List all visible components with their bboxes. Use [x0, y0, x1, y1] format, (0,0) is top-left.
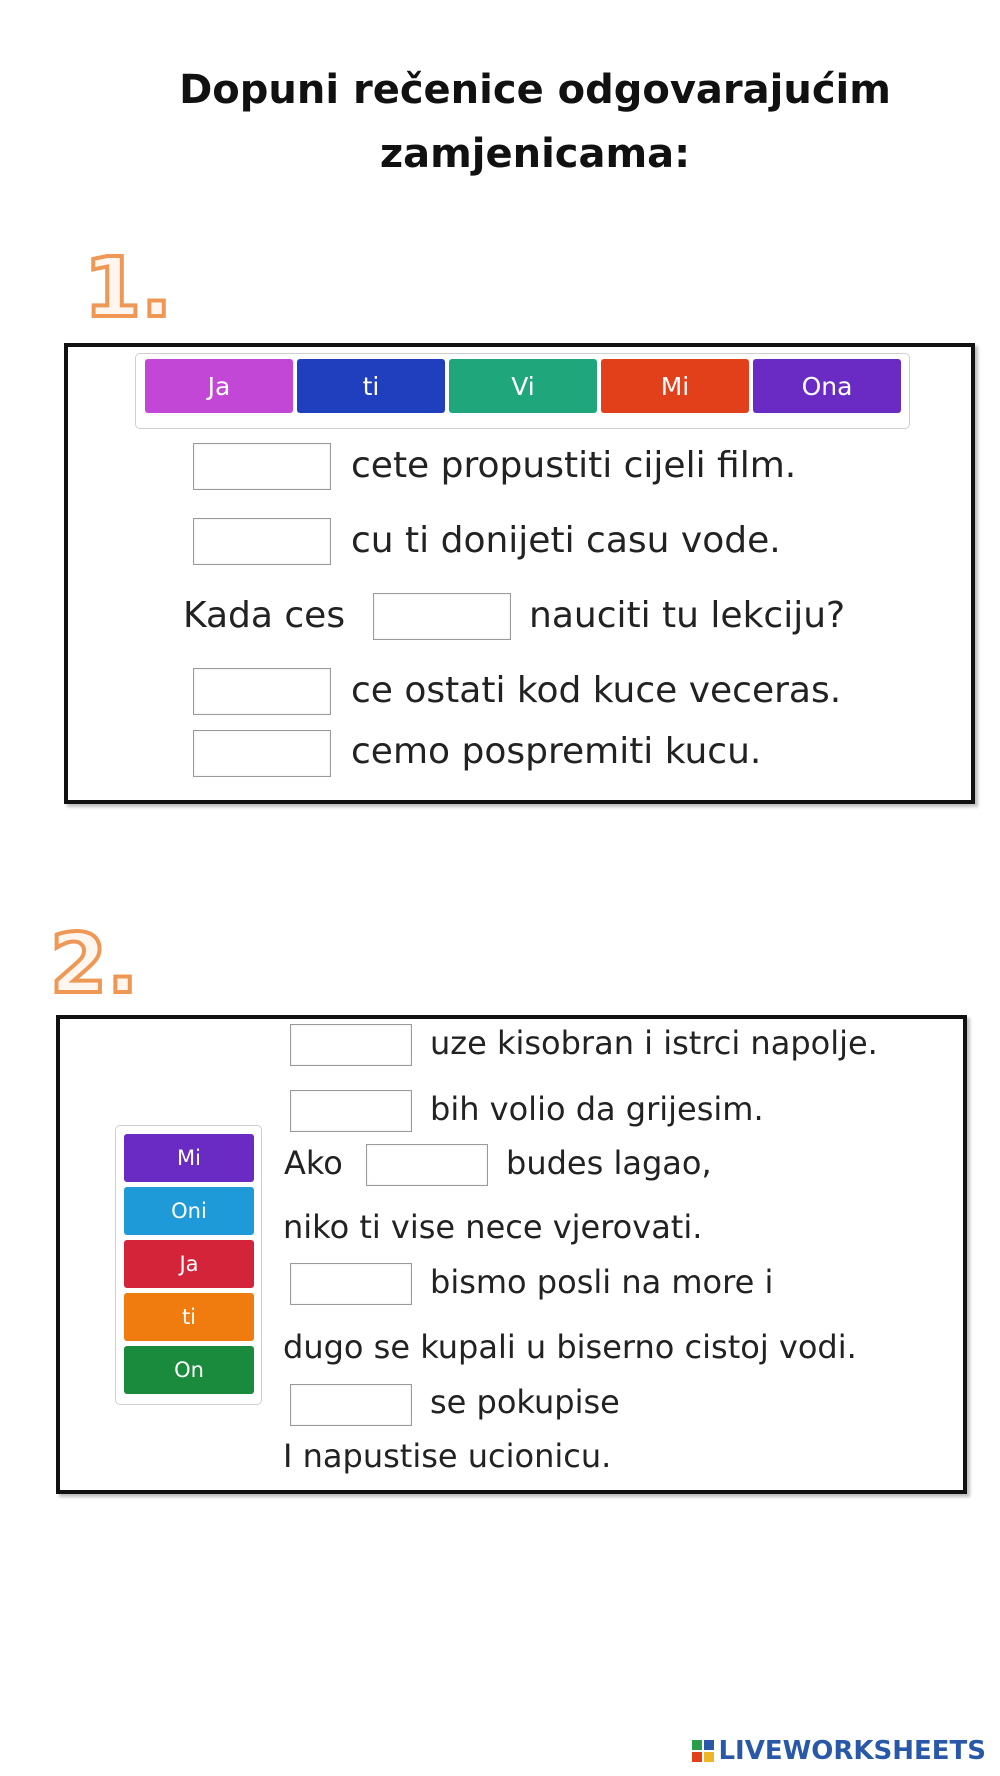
chip-oni[interactable]: Oni [124, 1187, 254, 1235]
answer-blank-2-1[interactable] [290, 1024, 412, 1066]
title-line-2: zamjenicama: [379, 131, 691, 177]
section-2-number-text: 2. [50, 917, 139, 1012]
chip-mi[interactable]: Mi [124, 1134, 254, 1182]
line-2-7-text: se pokupise [430, 1383, 620, 1421]
worksheet-title [120, 58, 950, 186]
line-2-1-text: uze kisobran i istrci napolje. [430, 1024, 878, 1062]
answer-blank-2-3[interactable] [366, 1144, 488, 1186]
sentence-1-5-text: cemo pospremiti kucu. [351, 731, 762, 772]
line-2-2-text: bih volio da grijesim. [430, 1090, 764, 1128]
answer-blank-1-1[interactable] [193, 443, 331, 490]
line-2-3-after: budes lagao, [506, 1144, 712, 1182]
title-line-1: Dopuni rečenice odgovarajućim [179, 67, 891, 113]
chip-ja[interactable]: Ja [124, 1240, 254, 1288]
chip-ona[interactable]: Ona [753, 359, 901, 413]
sentence-1-3-before: Kada ces [183, 595, 346, 636]
sentence-1-4-text: ce ostati kod kuce veceras. [351, 670, 842, 711]
section-1-number [84, 238, 194, 336]
chip-ti[interactable]: ti [124, 1293, 254, 1341]
word-bank-1 [135, 353, 910, 429]
chip-mi[interactable]: Mi [601, 359, 749, 413]
line-2-3-before: Ako [284, 1144, 343, 1182]
chip-ja[interactable]: Ja [145, 359, 293, 413]
sentence-1-3-after: nauciti tu lekciju? [529, 595, 846, 636]
section-2-number [50, 914, 160, 1012]
chip-on[interactable]: On [124, 1346, 254, 1394]
line-2-5-text: bismo posli na more i [430, 1263, 774, 1301]
liveworksheets-logo [692, 1736, 986, 1766]
word-bank-2 [115, 1125, 262, 1405]
answer-blank-1-4[interactable] [193, 668, 331, 715]
logo-text: LIVEWORKSHEETS [718, 1736, 986, 1766]
chip-ti[interactable]: ti [297, 359, 445, 413]
answer-blank-2-5[interactable] [290, 1384, 412, 1426]
line-2-4-text: niko ti vise nece vjerovati. [283, 1208, 703, 1246]
answer-blank-2-4[interactable] [290, 1263, 412, 1305]
sentence-1-2-text: cu ti donijeti casu vode. [351, 520, 781, 561]
answer-blank-1-2[interactable] [193, 518, 331, 565]
answer-blank-1-3[interactable] [373, 593, 511, 640]
logo-mark-icon [692, 1740, 714, 1762]
section-1-number-text: 1. [84, 241, 173, 336]
answer-blank-1-5[interactable] [193, 730, 331, 777]
chip-vi[interactable]: Vi [449, 359, 597, 413]
sentence-1-1-text: cete propustiti cijeli film. [351, 445, 797, 486]
answer-blank-2-2[interactable] [290, 1090, 412, 1132]
line-2-8-text: I napustise ucionicu. [283, 1437, 612, 1475]
line-2-6-text: dugo se kupali u biserno cistoj vodi. [283, 1328, 857, 1366]
